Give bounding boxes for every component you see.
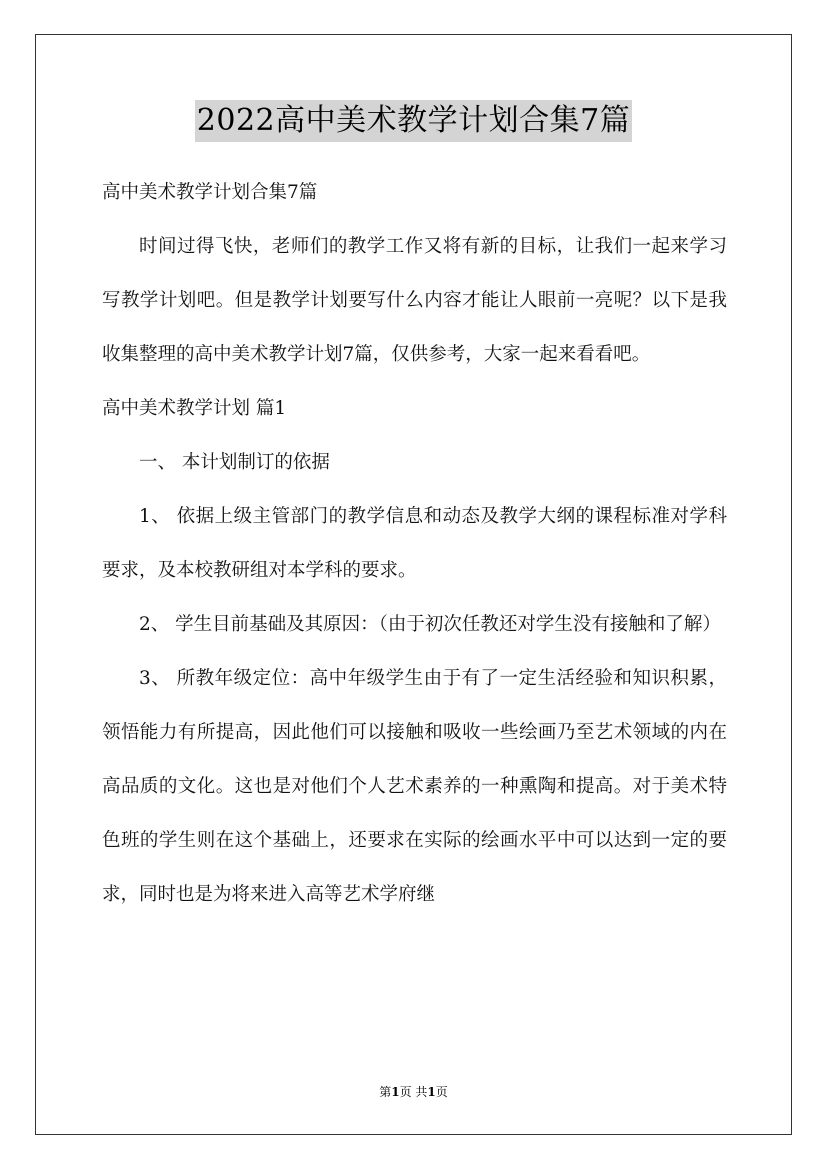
- document-title: 2022高中美术教学计划合集7篇: [195, 100, 632, 142]
- page-footer: [0, 1084, 827, 1100]
- footer-page-total: 1: [427, 1085, 436, 1099]
- title-area: [0, 100, 827, 142]
- body-paragraph: 3、 所教年级定位：高中年级学生由于有了一定生活经验和知识积累，领悟能力有所提高，因此他们可以接触和吸收一些绘画乃至艺术领域的内在高品质的文化。这也是对他们个人艺术素养的一种熏陶和提高。对于美术特色班的学生则在这个基础上，还要求在实际的绘画水平中可以达到一定的要求，同时也是为将来进入高等艺术学府继: [102, 668, 727, 905]
- footer-page-current: 1: [391, 1085, 400, 1099]
- body-paragraph: 高中美术教学计划合集7篇: [102, 182, 318, 203]
- section-heading: 高中美术教学计划 篇1: [102, 398, 287, 419]
- body-paragraph: 一、 本计划制订的依据: [139, 452, 330, 473]
- body-paragraph: 时间过得飞快，老师们的教学工作又将有新的目标，让我们一起来学习写教学计划吧。但是教学计划要写什么内容才能让人眼前一亮呢？以下是我收集整理的高中美术教学计划7篇，仅供参考，大家一起来看看吧。: [102, 236, 727, 365]
- footer-prefix: 第: [379, 1085, 392, 1099]
- body-paragraph: 1、 依据上级主管部门的教学信息和动态及教学大纲的课程标准对学科要求，及本校教研组对本学科的要求。: [102, 506, 727, 581]
- body-paragraph: 2、 学生目前基础及其原因：（由于初次任教还对学生没有接触和了解）: [139, 614, 721, 635]
- document-body: [102, 166, 727, 922]
- footer-mid: 页 共: [399, 1085, 428, 1099]
- footer-suffix: 页: [435, 1085, 448, 1099]
